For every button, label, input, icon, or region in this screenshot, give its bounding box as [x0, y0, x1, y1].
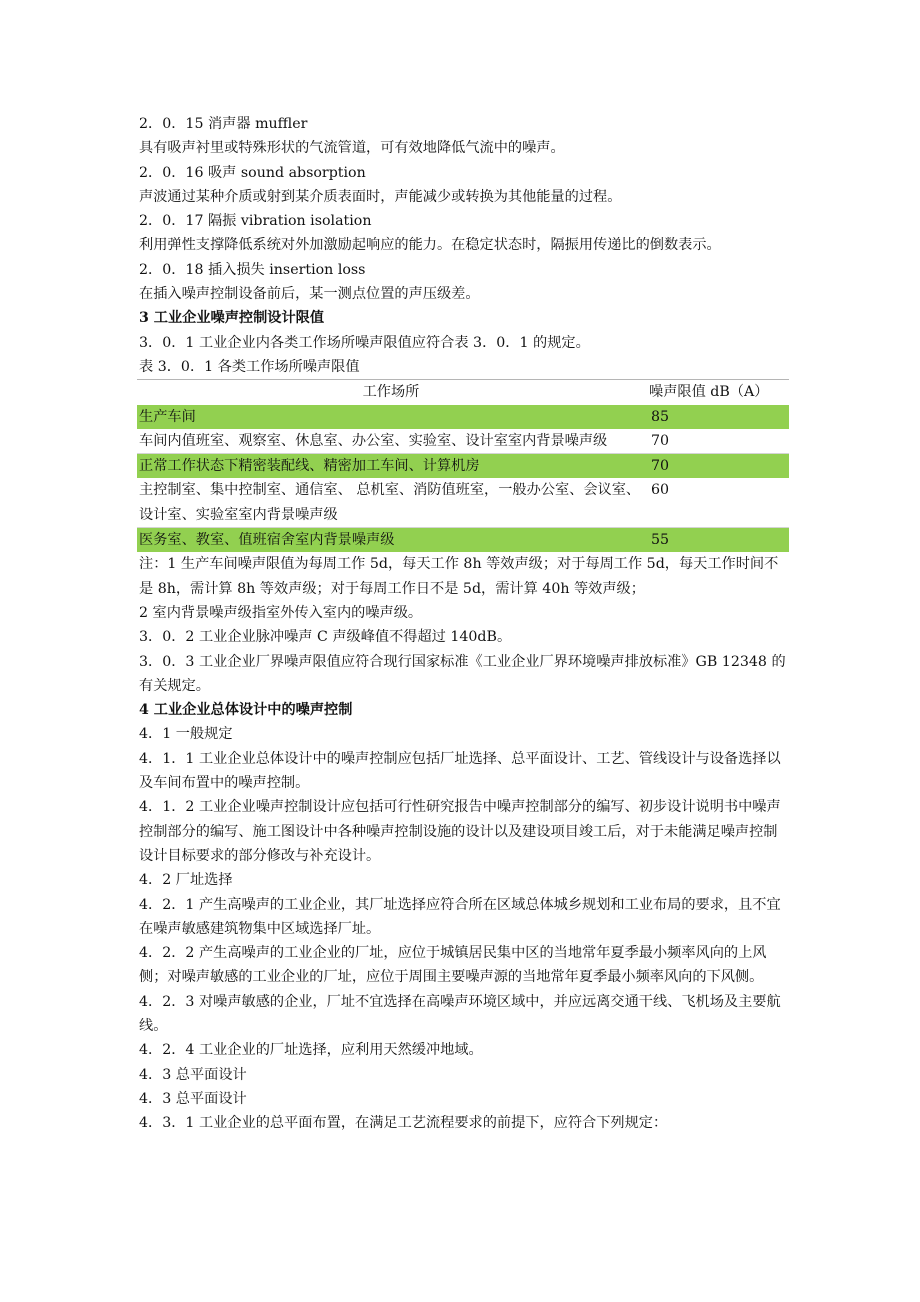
- paragraph: 4．3 总平面设计: [139, 1066, 247, 1083]
- document-text-bottom: [139, 552, 789, 1135]
- paragraph: 4．1．1 工业企业总体设计中的噪声控制应包括厂址选择、总平面设计、工艺、管线设计与设备选择以及车间布置中的噪声控制。: [139, 750, 781, 792]
- paragraph: 在插入噪声控制设备前后，某一测点位置的声压级差。: [139, 286, 480, 303]
- paragraph: 声波通过某种介质或射到某介质表面时，声能减少或转换为其他能量的过程。: [139, 188, 622, 205]
- header-noise-limit: 噪声限值 dB（A）: [643, 380, 789, 405]
- table-row: [137, 478, 789, 527]
- paragraph: 利用弹性支撑降低系统对外加激励起响应的能力。在稳定状态时，隔振用传递比的倒数表示。: [139, 237, 721, 254]
- paragraph: 4．1．2 工业企业噪声控制设计应包括可行性研究报告中噪声控制部分的编写、初步设计说明书中噪声控制部分的编写、施工图设计中各种噪声控制设施的设计以及建设项目竣工后，对于未能满足噪声控制设计目标要求的部分修改与补充设计。: [139, 799, 781, 864]
- cell-workplace: 车间内值班室、观察室、休息室、办公室、实验室、设计室室内背景噪声级: [137, 429, 643, 454]
- table-row: [137, 454, 789, 479]
- paragraph: 4．1 一般规定: [139, 726, 233, 743]
- paragraph: 3．0．2 工业企业脉冲噪声 C 声级峰值不得超过 140dB。: [139, 629, 512, 646]
- table-row: [137, 528, 789, 553]
- cell-noise-limit: 70: [643, 454, 789, 479]
- paragraph: 注：1 生产车间噪声限值为每周工作 5d，每天工作 8h 等效声级；对于每周工作 5d，每天工作时间不是 8h，需计算 8h 等效声级；对于每周工作日不是 5d，需计算 40h 等效声级；: [139, 556, 779, 597]
- cell-noise-limit: 55: [643, 528, 789, 553]
- paragraph: 4．3 总平面设计: [139, 1090, 247, 1107]
- paragraph: 2．0．15 消声器 muffler: [139, 116, 308, 132]
- table-row: [137, 429, 789, 454]
- paragraph: 4．2．2 产生高噪声的工业企业的厂址，应位于城镇居民集中区的当地常年夏季最小频率风向的上风侧；对噪声敏感的工业企业的厂址，应位于周围主要噪声源的当地常年夏季最小频率风向的下风侧。: [139, 945, 767, 986]
- paragraph: 具有吸声衬里或特殊形状的气流管道，可有效地降低气流中的噪声。: [139, 140, 565, 157]
- cell-workplace: 主控制室、集中控制室、通信室、 总机室、消防值班室，一般办公室、会议室、设计室、实验室室内背景噪声级: [137, 478, 643, 527]
- paragraph: 2．0．18 插入损失 insertion loss: [139, 261, 366, 278]
- paragraph: 2．0．17 隔振 vibration isolation: [139, 213, 372, 230]
- header-workplace: 工作场所: [137, 380, 643, 405]
- section-heading: 4 工业企业总体设计中的噪声控制: [139, 702, 353, 719]
- cell-workplace: 生产车间: [137, 405, 643, 429]
- table-body: [137, 405, 789, 553]
- table-header-row: [137, 380, 789, 405]
- cell-workplace: 医务室、教室、值班宿舍室内背景噪声级: [137, 528, 643, 553]
- paragraph: 4．3．1 工业企业的总平面布置，在满足工艺流程要求的前提下，应符合下列规定：: [139, 1115, 668, 1132]
- cell-workplace: 正常工作状态下精密装配线、精密加工车间、计算机房: [137, 454, 643, 479]
- section-heading: 3 工业企业噪声控制设计限值: [139, 310, 325, 327]
- document-text-top: [139, 112, 789, 379]
- paragraph: 3．0．3 工业企业厂界噪声限值应符合现行国家标准《工业企业厂界环境噪声排放标准》GB 12348 的有关规定。: [139, 653, 786, 694]
- cell-noise-limit: 85: [643, 405, 789, 429]
- cell-noise-limit: 60: [643, 478, 789, 527]
- paragraph: 4．2．4 工业企业的厂址选择，应利用天然缓冲地域。: [139, 1042, 483, 1059]
- paragraph: 2 室内背景噪声级指室外传入室内的噪声级。: [139, 604, 423, 621]
- table-row: [137, 405, 789, 429]
- paragraph: 3．0．1 工业企业内各类工作场所噪声限值应符合表 3．0．1 的规定。: [139, 334, 590, 351]
- paragraph: 表 3．0．1 各类工作场所噪声限值: [139, 358, 360, 375]
- paragraph: 4．2．1 产生高噪声的工业企业，其厂址选择应符合所在区域总体城乡规划和工业布局的要求，且不宜在噪声敏感建筑物集中区域选择厂址。: [139, 896, 781, 937]
- document-page: [139, 112, 789, 1135]
- noise-limit-table: [137, 379, 789, 552]
- cell-noise-limit: 70: [643, 429, 789, 454]
- paragraph: 2．0．16 吸声 sound absorption: [139, 164, 366, 181]
- paragraph: 4．2 厂址选择: [139, 872, 233, 889]
- paragraph: 4．2．3 对噪声敏感的企业，厂址不宜选择在高噪声环境区域中，并应远离交通干线、飞机场及主要航线。: [139, 993, 781, 1034]
